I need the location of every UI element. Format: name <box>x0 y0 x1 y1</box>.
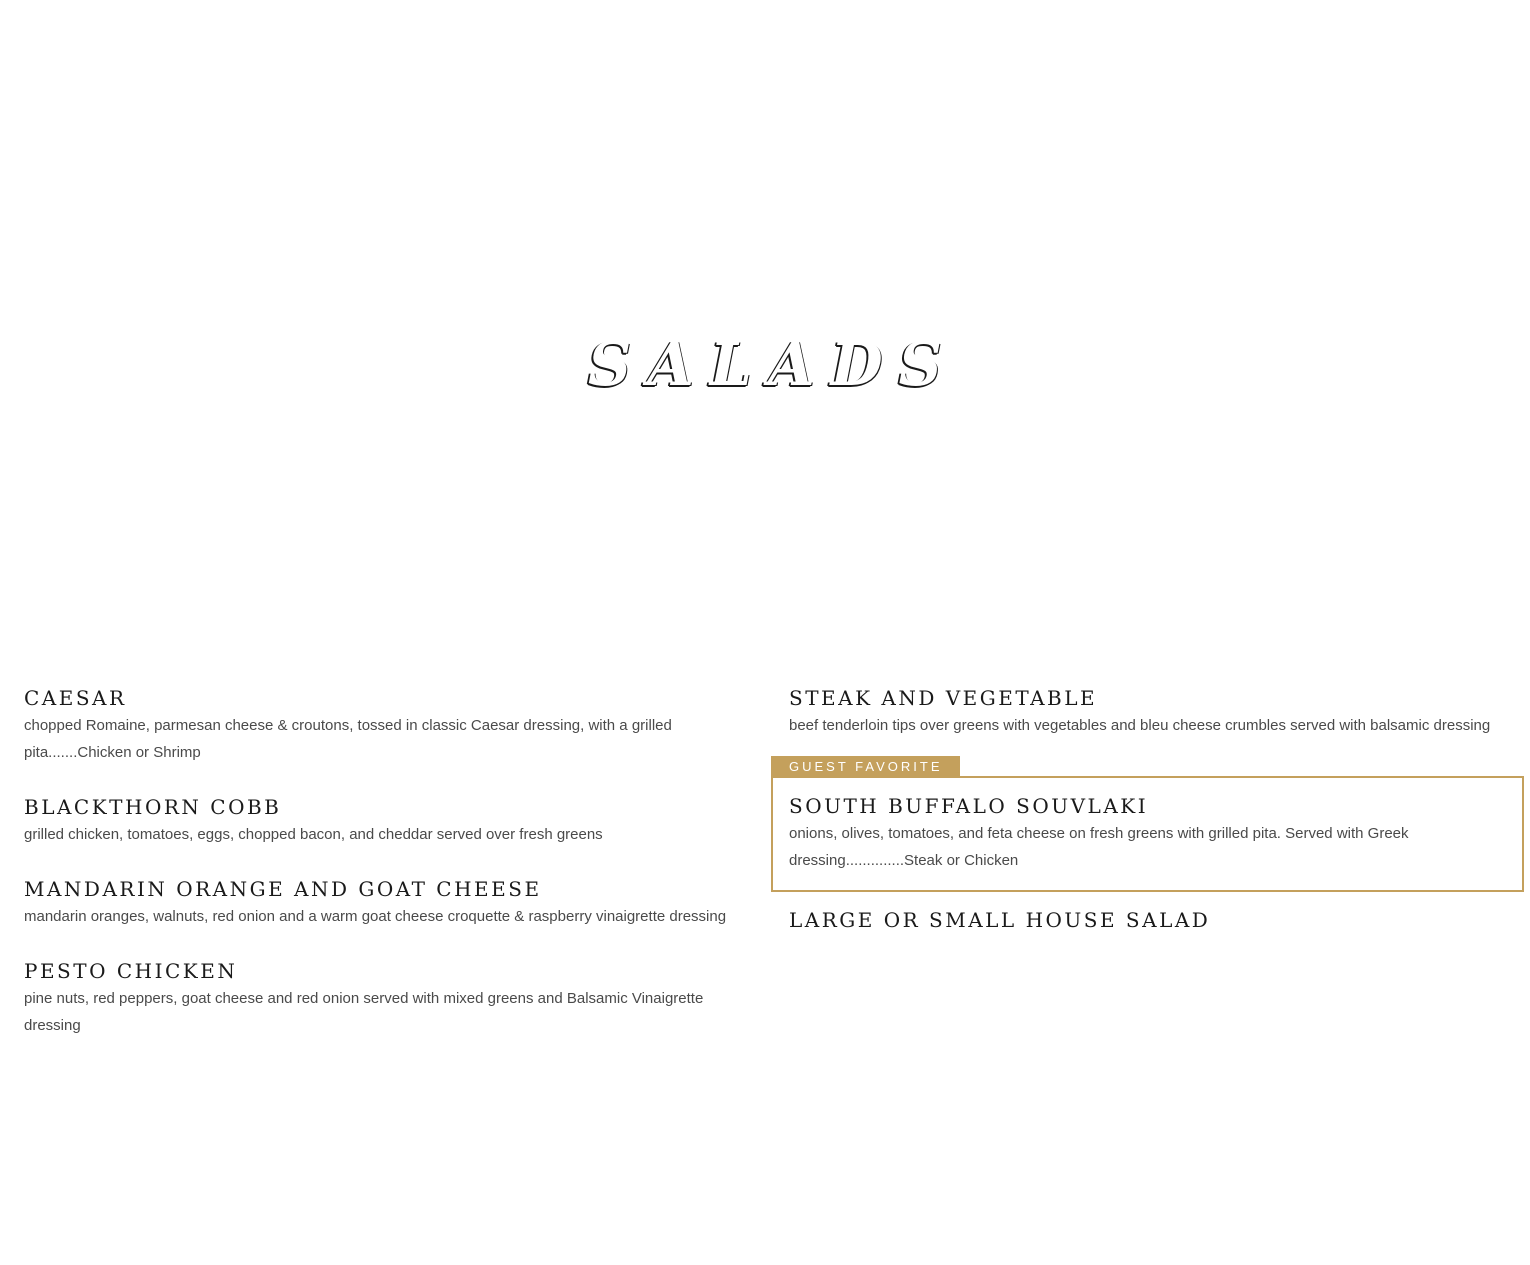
menu-item <box>771 906 1524 934</box>
menu-item <box>24 684 744 766</box>
menu-item <box>771 684 1524 739</box>
menu-item <box>24 793 744 848</box>
menu-item-name: PESTO CHICKEN <box>24 959 238 983</box>
menu-item <box>789 792 1506 874</box>
guest-favorite-badge: GUEST FAVORITE <box>771 756 960 777</box>
menu-item-name: STEAK AND VEGETABLE <box>789 686 1098 710</box>
featured-menu-item <box>771 756 1524 892</box>
menu-item-description: mandarin oranges, walnuts, red onion and a warm goat cheese croquette & raspberry vinaigrette dressing <box>24 908 727 925</box>
menu-item-name: LARGE OR SMALL HOUSE SALAD <box>789 908 1211 932</box>
menu-item <box>24 957 744 1039</box>
menu-item-description: grilled chicken, tomatoes, eggs, chopped bacon, and cheddar served over fresh greens <box>24 826 603 843</box>
menu-column-right <box>771 684 1524 961</box>
menu-item-name: SOUTH BUFFALO SOUVLAKI <box>789 794 1149 818</box>
menu-item-description: beef tenderloin tips over greens with vegetables and bleu cheese crumbles served with balsamic dressing <box>789 717 1491 734</box>
menu-item-name: BLACKTHORN COBB <box>24 795 282 819</box>
menu-item <box>24 875 744 930</box>
menu-item-name: MANDARIN ORANGE AND GOAT CHEESE <box>24 877 542 901</box>
page-title: SALADS <box>588 330 958 400</box>
menu-item-description: chopped Romaine, parmesan cheese & croutons, tossed in classic Caesar dressing, with a grilled pita.......Chicken or Shrimp <box>24 717 672 761</box>
menu-column-left <box>24 684 744 1066</box>
menu-item-name: CAESAR <box>24 686 127 710</box>
menu-item-description: pine nuts, red peppers, goat cheese and red onion served with mixed greens and Balsamic Vinaigrette dressing <box>24 990 704 1034</box>
menu-item-description: onions, olives, tomatoes, and feta cheese on fresh greens with grilled pita. Served with Greek dressing..............Steak or Chicken <box>789 825 1409 869</box>
featured-box <box>771 776 1524 892</box>
